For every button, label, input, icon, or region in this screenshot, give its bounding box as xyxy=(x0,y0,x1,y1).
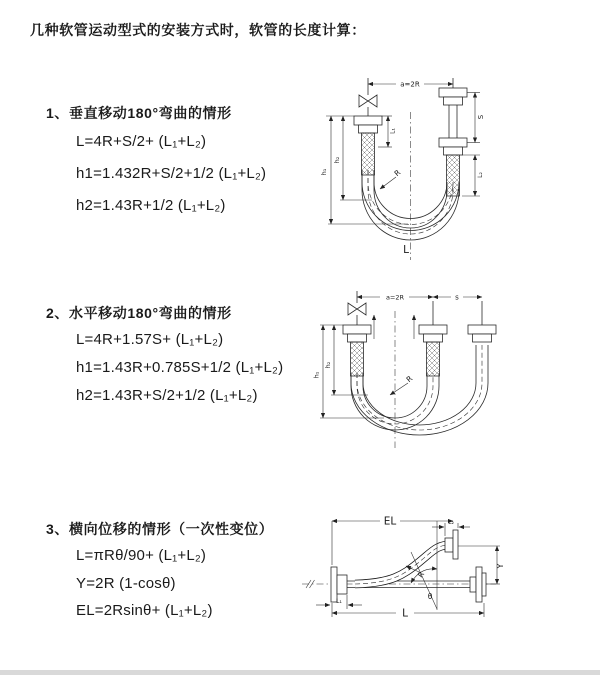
hose-u-bend-drawing xyxy=(343,291,496,448)
section3-formula-Y: Y=2R (1-cosθ) xyxy=(76,575,176,592)
radius-label: R xyxy=(404,373,415,385)
dim-label-s: S xyxy=(477,114,485,120)
valve-icon xyxy=(348,303,357,315)
page-title: 几种软管运动型式的安装方式时，软管的长度计算： xyxy=(30,22,366,38)
dim-label-l2: L₂ xyxy=(448,519,454,526)
radius-label: R xyxy=(392,167,403,179)
angle-label: θ xyxy=(427,592,433,601)
hose-u-bend-drawing xyxy=(354,78,467,260)
dim-label-l1: L₁ xyxy=(336,598,342,605)
dim-label-h2: h₂ xyxy=(333,156,341,164)
section2-formula-h1: h1=1.43R+0.785S+1/2 (L₁+L₂) xyxy=(76,359,284,376)
hose-s-curve-drawing xyxy=(302,521,496,610)
section3-formula-EL: EL=2Rsinθ+ (L₁+L₂) xyxy=(76,602,213,619)
dim-label-y: Y xyxy=(496,563,505,569)
dim-label-a2r: a=2R xyxy=(385,293,405,302)
dim-label-l1: L₁ xyxy=(389,128,397,134)
dim-label-s: s xyxy=(455,293,459,302)
section1-formula-L: L=4R+S/2+ (L₁+L₂) xyxy=(76,133,207,150)
section1-formula-h2: h2=1.43R+1/2 (L₁+L₂) xyxy=(76,197,226,214)
dim-label-a2r: a=2R xyxy=(400,80,420,89)
section1-heading: 1、垂直移动180°弯曲的情形 xyxy=(46,105,232,121)
radius-label: R xyxy=(415,569,427,580)
section3-formula-L: L=πRθ/90+ (L₁+L₂) xyxy=(76,547,207,564)
section2-heading: 2、水平移动180°弯曲的情形 xyxy=(46,305,232,321)
valve-icon xyxy=(359,95,368,107)
dim-label-h2: h₂ xyxy=(324,361,332,369)
section2-formula-h2: h2=1.43R+S/2+1/2 (L₁+L₂) xyxy=(76,387,258,404)
section2-formula-L: L=4R+1.57S+ (L₁+L₂) xyxy=(76,331,224,348)
scan-page-edge xyxy=(0,670,600,675)
section1-formula-h1: h1=1.432R+S/2+1/2 (L₁+L₂) xyxy=(76,165,267,182)
dim-label-h1: h₁ xyxy=(320,168,328,176)
dim-label-el: EL xyxy=(383,515,397,528)
dim-label-l2: L₂ xyxy=(477,172,484,178)
diagram2-dimensions xyxy=(313,294,483,419)
section3-heading: 3、横向位移的情形（一次性变位） xyxy=(46,521,274,537)
length-label: L xyxy=(403,244,409,256)
dim-label-h1: h₁ xyxy=(312,371,321,379)
diagram-vertical-180-bend xyxy=(312,70,580,268)
diagram-horizontal-180-bend xyxy=(312,283,597,468)
dim-label-l: L xyxy=(402,607,408,620)
diagram-lateral-displacement xyxy=(300,503,598,651)
